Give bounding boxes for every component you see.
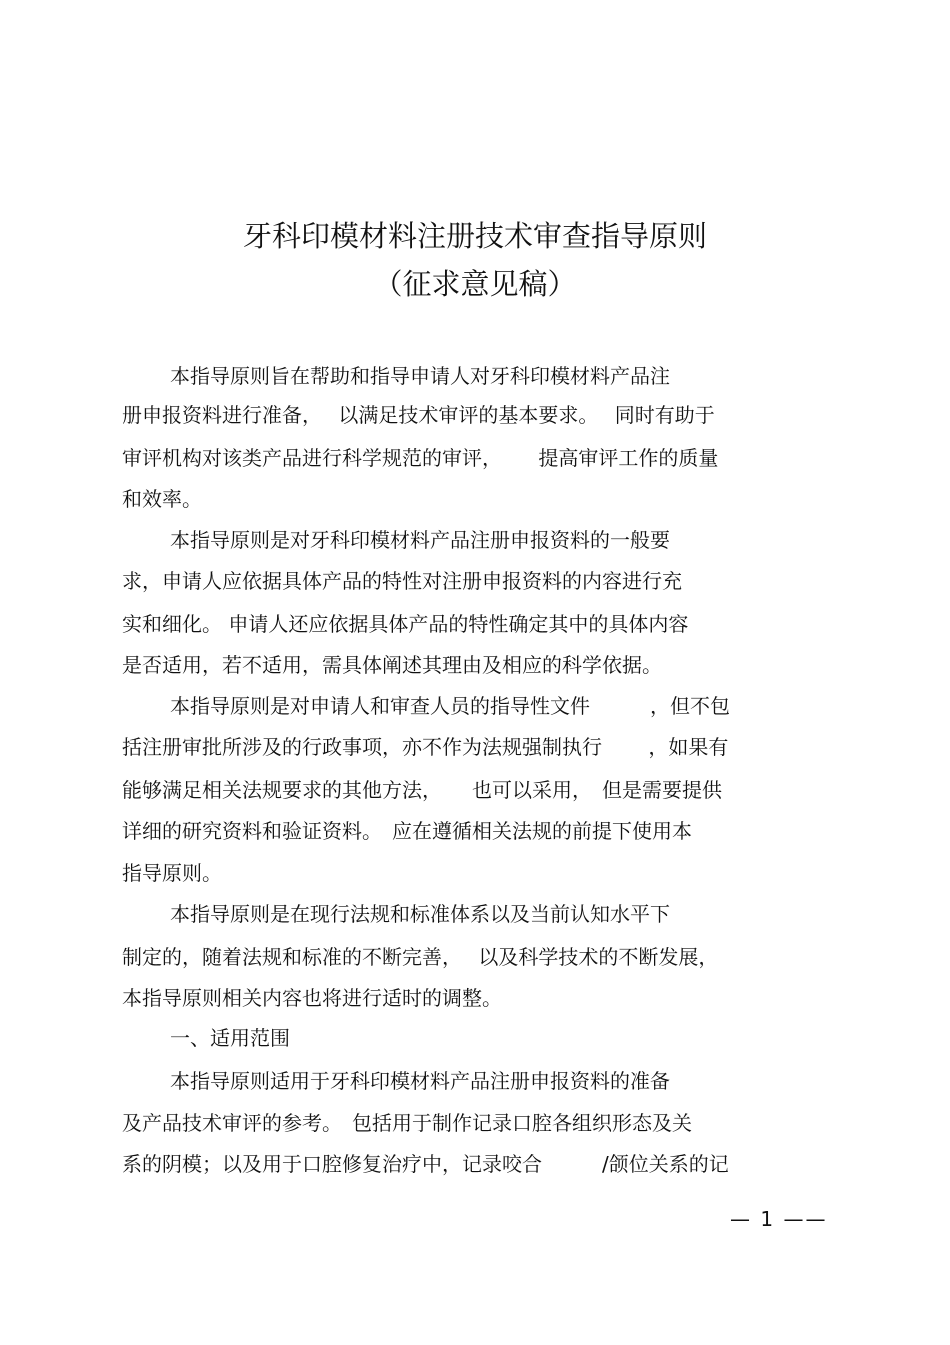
- text-line: 本指导原则旨在帮助和指导申请人对牙科印模材料产品注: [170, 364, 670, 388]
- text-line: 本指导原则是在现行法规和标准体系以及当前认知水平下: [170, 902, 670, 926]
- text-line: 本指导原则是对申请人和审查人员的指导性文件 ，但不包: [170, 694, 730, 718]
- text-line: 实和细化。 申请人还应依据具体产品的特性确定其中的具体内容: [122, 612, 689, 636]
- text-line: 和效率。: [122, 487, 202, 511]
- text-line: 指导原则。: [122, 861, 222, 885]
- text-line: 制定的，随着法规和标准的不断完善， 以及科学技术的不断发展，: [122, 945, 719, 969]
- text-line: 求，申请人应依据具体产品的特性对注册申报资料的内容进行充: [122, 569, 682, 593]
- text-line: 系的阴模；以及用于口腔修复治疗中，记录咬合 /颌位关系的记: [122, 1152, 729, 1176]
- text-line: 括注册审批所涉及的行政事项，亦不作为法规强制执行 ，如果有: [122, 735, 729, 759]
- text-line: 本指导原则相关内容也将进行适时的调整。: [122, 986, 502, 1010]
- page-number: — 1 ——: [730, 1207, 828, 1231]
- text-line: 能够满足相关法规要求的其他方法， 也可以采用， 但是需要提供: [122, 778, 722, 802]
- document-title: 牙科印模材料注册技术审查指导原则: [242, 219, 707, 253]
- text-line: 是否适用，若不适用，需具体阐述其理由及相应的科学依据。: [122, 653, 662, 677]
- text-line: 详细的研究资料和验证资料。 应在遵循相关法规的前提下使用本: [122, 819, 692, 843]
- section-heading: 一、适用范围: [170, 1026, 290, 1050]
- text-line: 审评机构对该类产品进行科学规范的审评， 提高审评工作的质量: [122, 446, 719, 470]
- text-line: 及产品技术审评的参考。 包括用于制作记录口腔各组织形态及关: [122, 1111, 692, 1135]
- text-line: 册申报资料进行准备， 以满足技术审评的基本要求。 同时有助于: [122, 403, 715, 427]
- text-line: 本指导原则是对牙科印模材料产品注册申报资料的一般要: [170, 528, 670, 552]
- document-subtitle: （征求意见稿）: [373, 267, 577, 301]
- text-line: 本指导原则适用于牙科印模材料产品注册申报资料的准备: [170, 1069, 670, 1093]
